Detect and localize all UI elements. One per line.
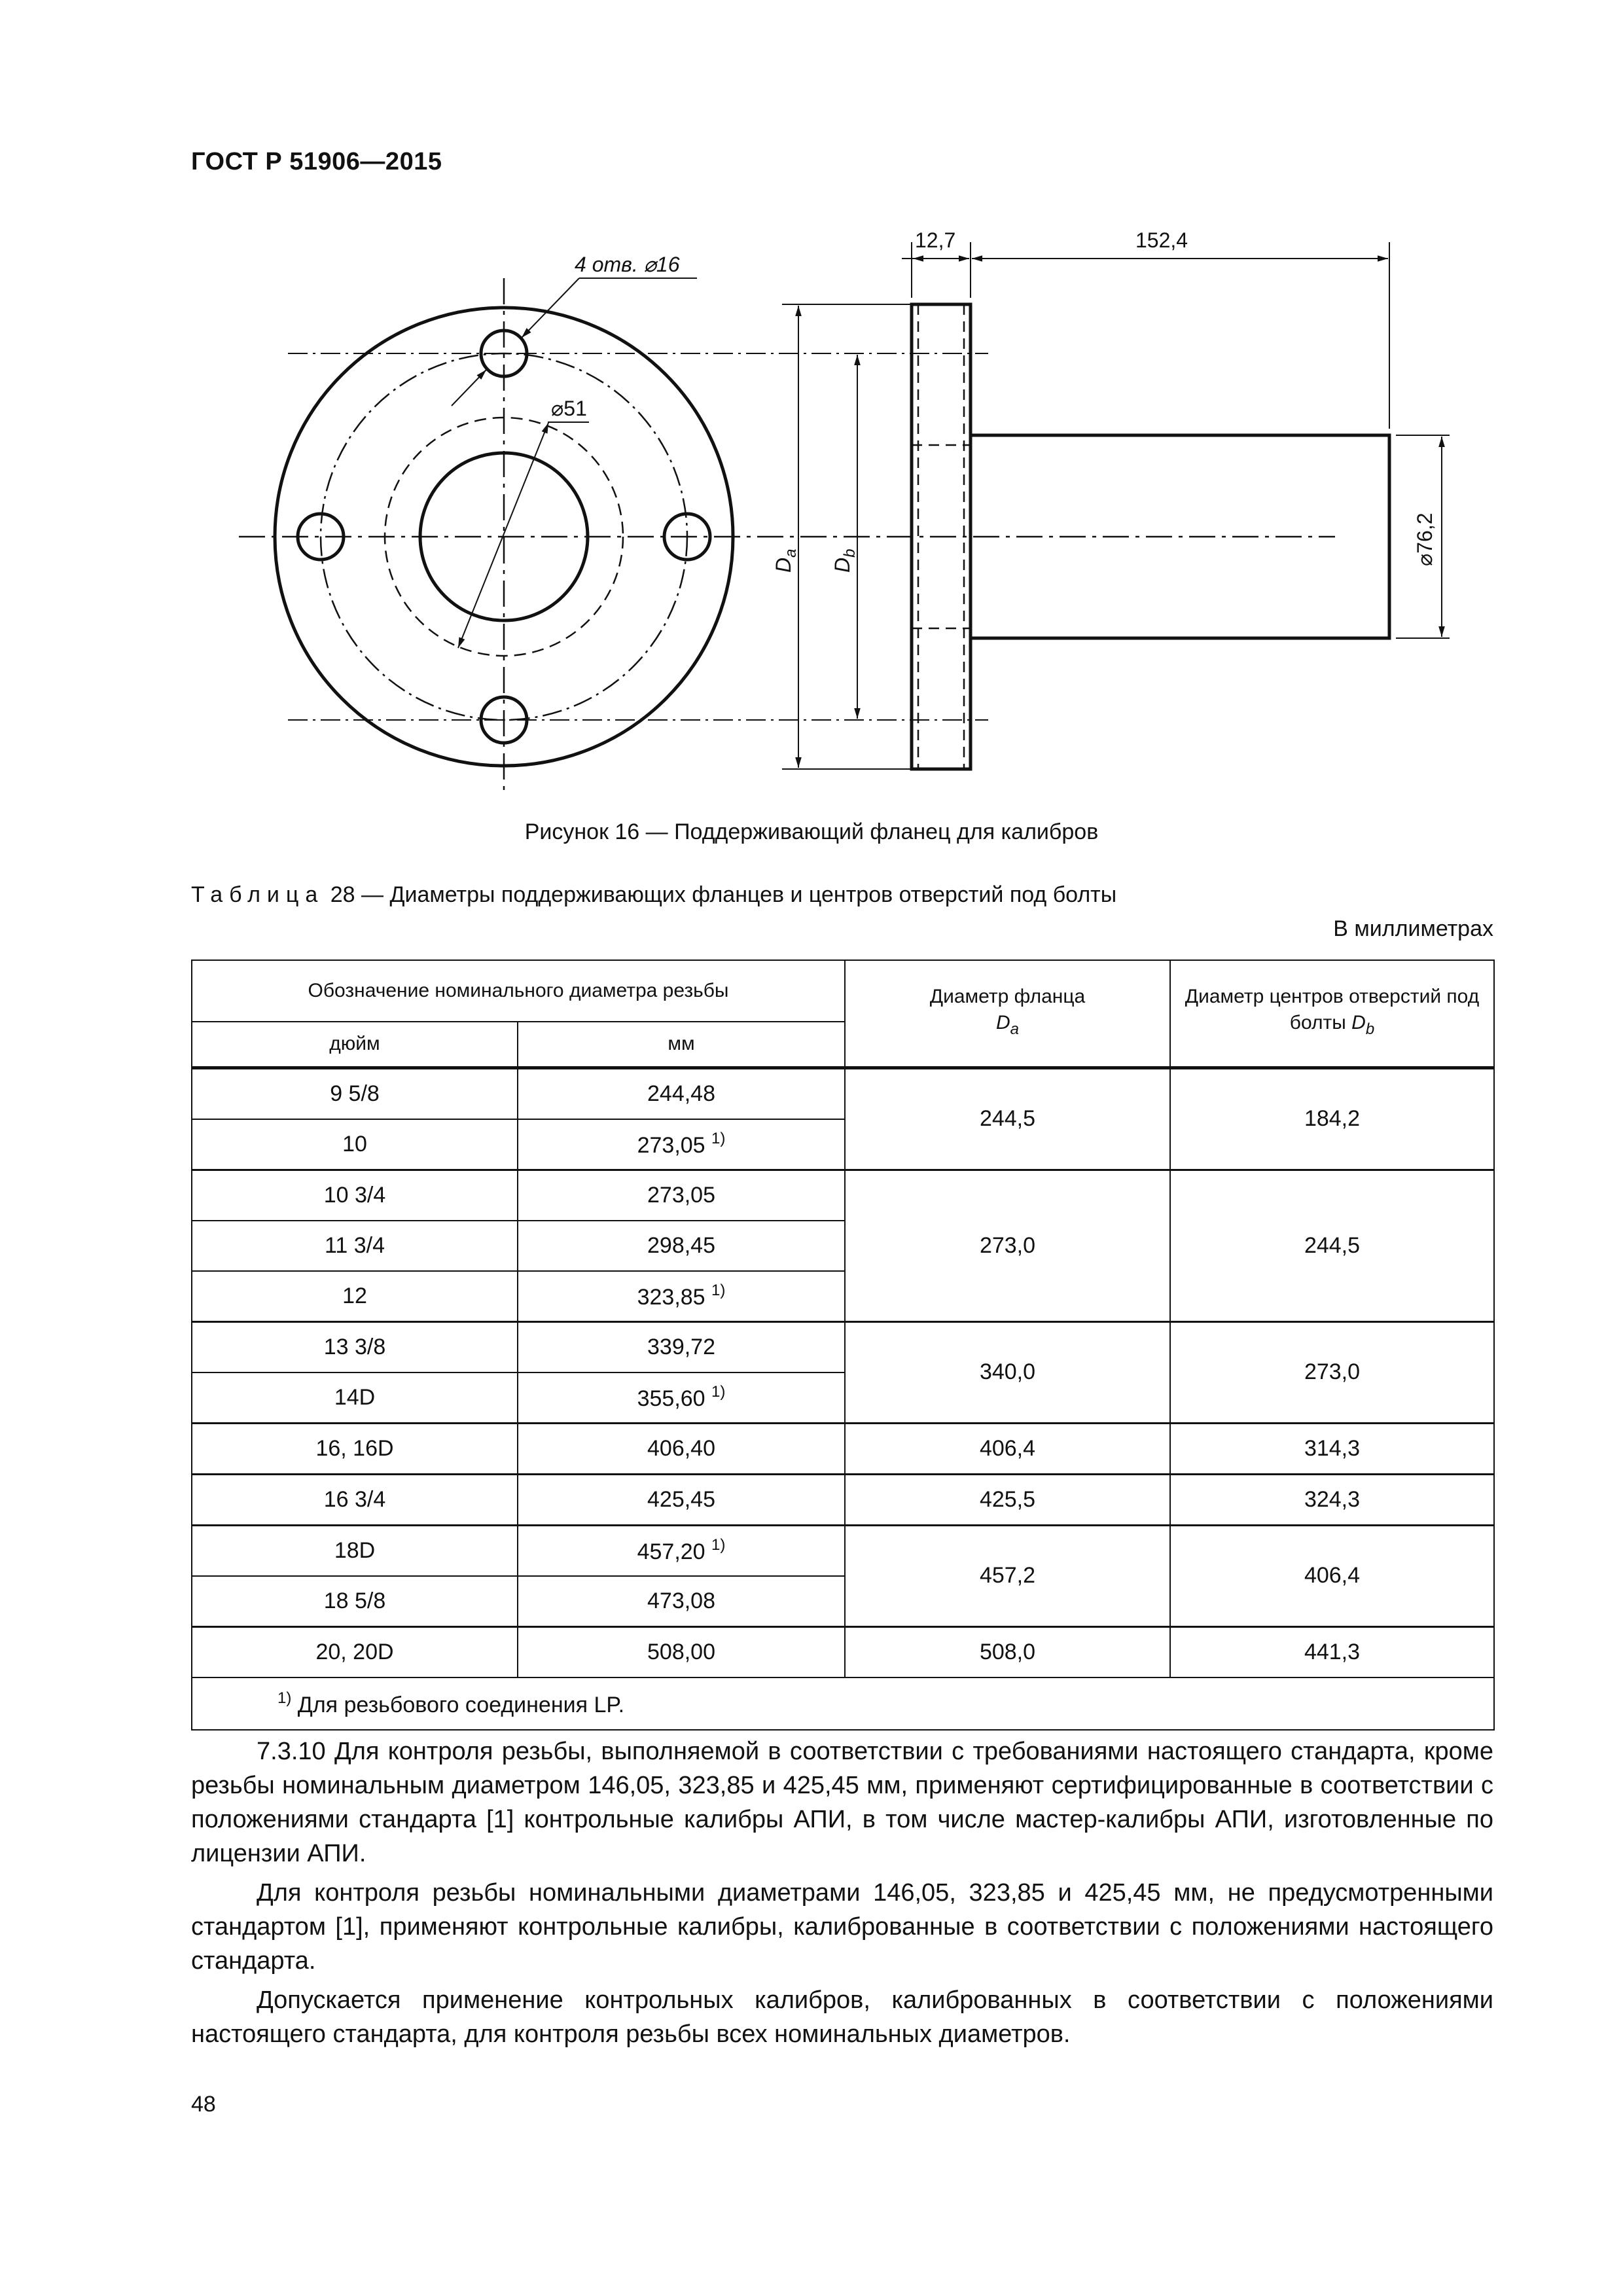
flange-diameters-table: [191, 960, 1495, 1731]
table-row: [192, 1067, 1494, 1119]
holes-label: 4 отв. ⌀16: [575, 253, 680, 276]
header-inch: дюйм: [192, 1022, 518, 1067]
cell-inch: 14D: [192, 1372, 518, 1424]
paragraph-3: Допускается применение контрольных калибров, калиброванных в соответствии с положениями настоящего стандарта, для контроля резьбы всех номинальных диаметров.: [191, 1986, 1493, 2048]
cell-mm: 298,45: [518, 1221, 845, 1271]
cell-inch: 11 3/4: [192, 1221, 518, 1271]
cell-mm: 273,05 $^{1)}$: [518, 1119, 845, 1170]
table-row: [192, 1525, 1494, 1576]
page-number: 48: [191, 2092, 216, 2117]
sleeve-length-label: 152,4: [1135, 228, 1188, 252]
cell-db: 273,0: [1170, 1321, 1494, 1423]
cell-mm: 457,20 $^{1)}$: [518, 1525, 845, 1576]
cell-inch: 20, 20D: [192, 1626, 518, 1677]
cell-da: 425,5: [845, 1474, 1170, 1525]
cell-db: 324,3: [1170, 1474, 1494, 1525]
cell-da: 340,0: [845, 1321, 1170, 1423]
cell-inch: 10 3/4: [192, 1170, 518, 1221]
table-row: [192, 1170, 1494, 1221]
cell-mm: 355,60 $^{1)}$: [518, 1372, 845, 1424]
standard-code: ГОСТ Р 51906—2015: [191, 148, 442, 175]
table-title: [191, 882, 1116, 908]
cell-mm: 406,40: [518, 1423, 845, 1474]
cell-da: 244,5: [845, 1067, 1170, 1170]
inner-diameter-label: ⌀51: [551, 397, 587, 420]
cell-db: 244,5: [1170, 1170, 1494, 1321]
table-footnote-row: [192, 1677, 1494, 1730]
figure-caption: Рисунок 16 — Поддерживающий фланец для калибров: [524, 819, 1099, 844]
table-row: [192, 1423, 1494, 1474]
cell-mm: 244,48: [518, 1067, 845, 1119]
cell-inch: 12: [192, 1271, 518, 1322]
flange-thickness-label: 12,7: [915, 228, 956, 252]
cell-inch: 10: [192, 1119, 518, 1170]
cell-inch: 18 5/8: [192, 1576, 518, 1627]
db-label: $D_b$: [830, 548, 859, 573]
table-label: Таблица: [191, 882, 325, 907]
table-title-rest: 28 — Диаметры поддерживающих фланцев и центров отверстий под болты: [330, 882, 1117, 907]
cell-db: 184,2: [1170, 1067, 1494, 1170]
header-designation: Обозначение номинального диаметра резьбы: [192, 960, 845, 1022]
cell-inch: 18D: [192, 1525, 518, 1576]
da-label: $D_a$: [772, 548, 800, 573]
cell-mm: 273,05: [518, 1170, 845, 1221]
cell-mm: 473,08: [518, 1576, 845, 1627]
cell-da: 508,0: [845, 1626, 1170, 1677]
cell-mm: 425,45: [518, 1474, 845, 1525]
cell-mm: 508,00: [518, 1626, 845, 1677]
cell-da: 406,4: [845, 1423, 1170, 1474]
table-row: [192, 1626, 1494, 1677]
cell-da: 457,2: [845, 1525, 1170, 1626]
table-footnote: $^{1)}$ Для резьбового соединения LP.: [192, 1677, 1494, 1730]
cell-inch: 16 3/4: [192, 1474, 518, 1525]
sleeve-diameter-label: ⌀76,2: [1413, 512, 1436, 566]
cell-mm: 339,72: [518, 1321, 845, 1372]
cell-inch: 13 3/8: [192, 1321, 518, 1372]
body-text: [191, 1734, 1493, 2056]
cell-mm: 323,85 $^{1)}$: [518, 1271, 845, 1322]
cell-db: 406,4: [1170, 1525, 1494, 1626]
table-row: [192, 1321, 1494, 1372]
paragraph-7-3-10: 7.3.10 Для контроля резьбы, выполняемой в соответствии с требованиями настоящего стандарта, кроме резьбы номинальным диаметром 146,05, 323,85 и 425,45 мм, применяют сертифицированные в соответствии с положениями стандарта [1] контрольные калибры АПИ, в том числе мастер-калибры АПИ, изготовленные по лицензии АПИ.: [191, 1738, 1493, 1867]
cell-inch: 16, 16D: [192, 1423, 518, 1474]
header-mm: мм: [518, 1022, 845, 1067]
cell-inch: 9 5/8: [192, 1067, 518, 1119]
table-units: В миллиметрах: [1333, 916, 1493, 941]
cell-da: 273,0: [845, 1170, 1170, 1321]
cell-db: 441,3: [1170, 1626, 1494, 1677]
flange-drawing: [0, 216, 1623, 805]
header-flange-diameter: Диаметр фланца $D_a$: [845, 960, 1170, 1067]
header-bolt-centers: Диаметр центров отверстий под болты $D_b$: [1170, 960, 1494, 1067]
cell-db: 314,3: [1170, 1423, 1494, 1474]
paragraph-2: Для контроля резьбы номинальными диаметрами 146,05, 323,85 и 425,45 мм, не предусмотренными стандартом [1], применяют контрольные калибры, калиброванные в соответствии с положениями настоящего стандарта.: [191, 1879, 1493, 1975]
table-row: [192, 1474, 1494, 1525]
